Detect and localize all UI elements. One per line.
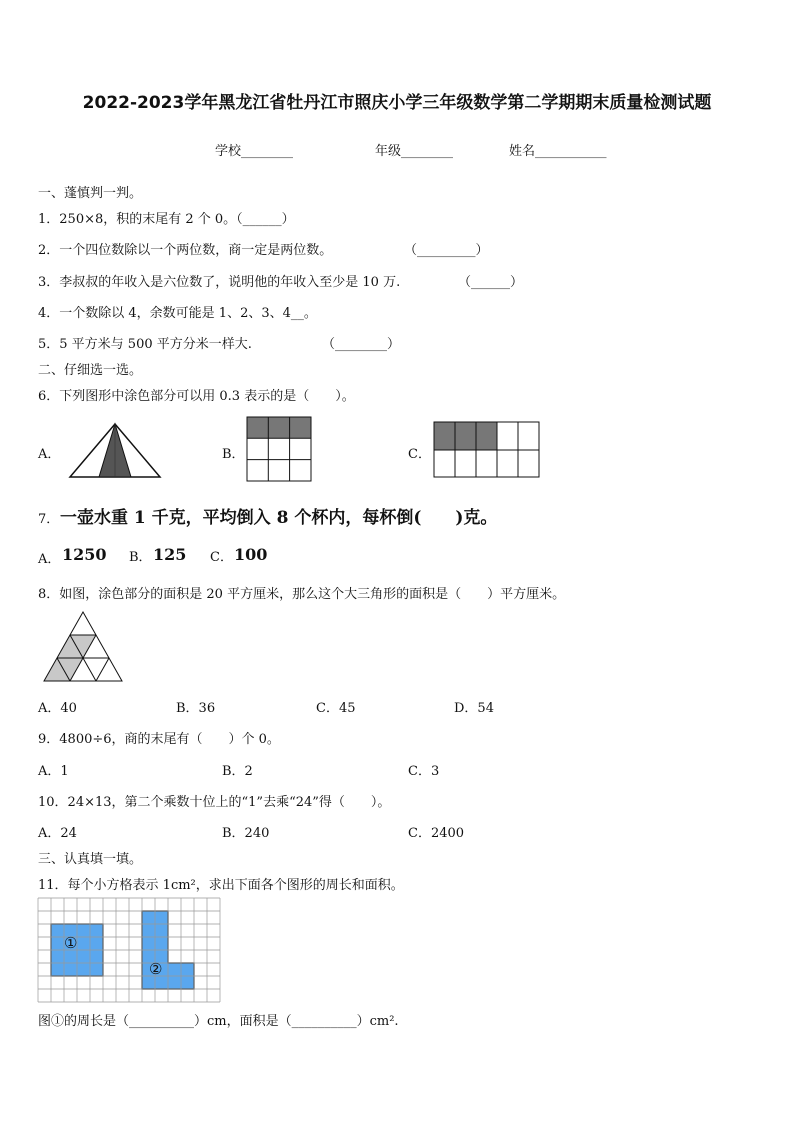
page-title: 2022-2023学年黑龙江省牡丹江市照庆小学三年级数学第二学期期末质量检测试题 bbox=[82, 93, 712, 113]
question-11: 11．每个小方格表示 1cm²，求出下面各个图形的周长和面积。 bbox=[38, 878, 404, 893]
q7-option-a-value: 1250 bbox=[62, 545, 107, 564]
question-6: 6．下列图形中涂色部分可以用 0.3 表示的是（ ）。 bbox=[38, 389, 355, 404]
question-9: 9．4800÷6，商的末尾有（ ）个 0。 bbox=[38, 732, 280, 747]
question-3: 3．李叔叔的年收入是六位数了，说明他的年收入至少是 10 万. bbox=[38, 275, 401, 290]
q8-option-a: A．40 bbox=[38, 701, 77, 716]
grade-field: 年级________ bbox=[375, 144, 454, 159]
question-7: 一壶水重 1 千克，平均倒入 8 个杯内，每杯倒( )克。 bbox=[60, 508, 498, 528]
figure-1-label: ① bbox=[64, 934, 78, 952]
question-5-blank: （________） bbox=[322, 337, 401, 352]
section-3-heading: 三、认真填一填。 bbox=[38, 852, 143, 867]
q9-option-b: B．2 bbox=[222, 764, 253, 779]
figure-2-label: ② bbox=[149, 960, 163, 978]
question-8: 8．如图，涂色部分的面积是 20 平方厘米，那么这个大三角形的面积是（ ）平方厘米。 bbox=[38, 587, 566, 602]
q7-option-b-label: B． bbox=[129, 550, 152, 565]
q7-option-b-value: 125 bbox=[153, 545, 187, 564]
question-1: 1．250×8，积的末尾有 2 个 0。（______） bbox=[38, 212, 295, 227]
q6-triangle-figure bbox=[68, 422, 162, 478]
school-field: 学校________ bbox=[215, 144, 294, 159]
question-4: 4．一个数除以 4，余数可能是 1、2、3、4__。 bbox=[38, 306, 317, 321]
q7-option-a-label: A． bbox=[38, 552, 61, 567]
q6-grid-3x3-figure bbox=[247, 417, 313, 483]
q6-option-a-label: A． bbox=[38, 447, 61, 462]
question-7-number: 7． bbox=[38, 512, 60, 527]
q6-grid-5x2-figure bbox=[434, 422, 540, 478]
q8-option-d: D．54 bbox=[454, 701, 494, 716]
q6-option-b-label: B． bbox=[222, 447, 245, 462]
question-2-blank: （_________） bbox=[404, 243, 489, 258]
q8-option-b: B．36 bbox=[176, 701, 216, 716]
section-2-heading: 二、仔细选一选。 bbox=[38, 363, 143, 378]
q9-option-c: C．3 bbox=[408, 764, 440, 779]
q10-option-b: B．240 bbox=[222, 826, 270, 841]
question-5: 5．5 平方米与 500 平方分米一样大. bbox=[38, 337, 252, 352]
question-11-answer-line: 图①的周长是（__________）cm，面积是（__________）cm². bbox=[38, 1014, 399, 1029]
q7-option-c-label: C． bbox=[210, 550, 233, 565]
name-field: 姓名___________ bbox=[509, 144, 607, 159]
q7-option-c-value: 100 bbox=[234, 545, 268, 564]
question-2: 2．一个四位数除以一个两位数，商一定是两位数。 bbox=[38, 243, 333, 258]
q6-option-c-label: C． bbox=[408, 447, 431, 462]
question-3-blank: （______） bbox=[458, 275, 524, 290]
q9-option-a: A．1 bbox=[38, 764, 69, 779]
section-1-heading: 一、蓬慎判一判。 bbox=[38, 186, 143, 201]
q8-triangle-figure bbox=[44, 611, 124, 682]
question-10: 10．24×13，第二个乘数十位上的“1”去乘“24”得（ ）。 bbox=[38, 795, 391, 810]
q10-option-c: C．2400 bbox=[408, 826, 465, 841]
q8-option-c: C．45 bbox=[316, 701, 356, 716]
q10-option-a: A．24 bbox=[38, 826, 77, 841]
